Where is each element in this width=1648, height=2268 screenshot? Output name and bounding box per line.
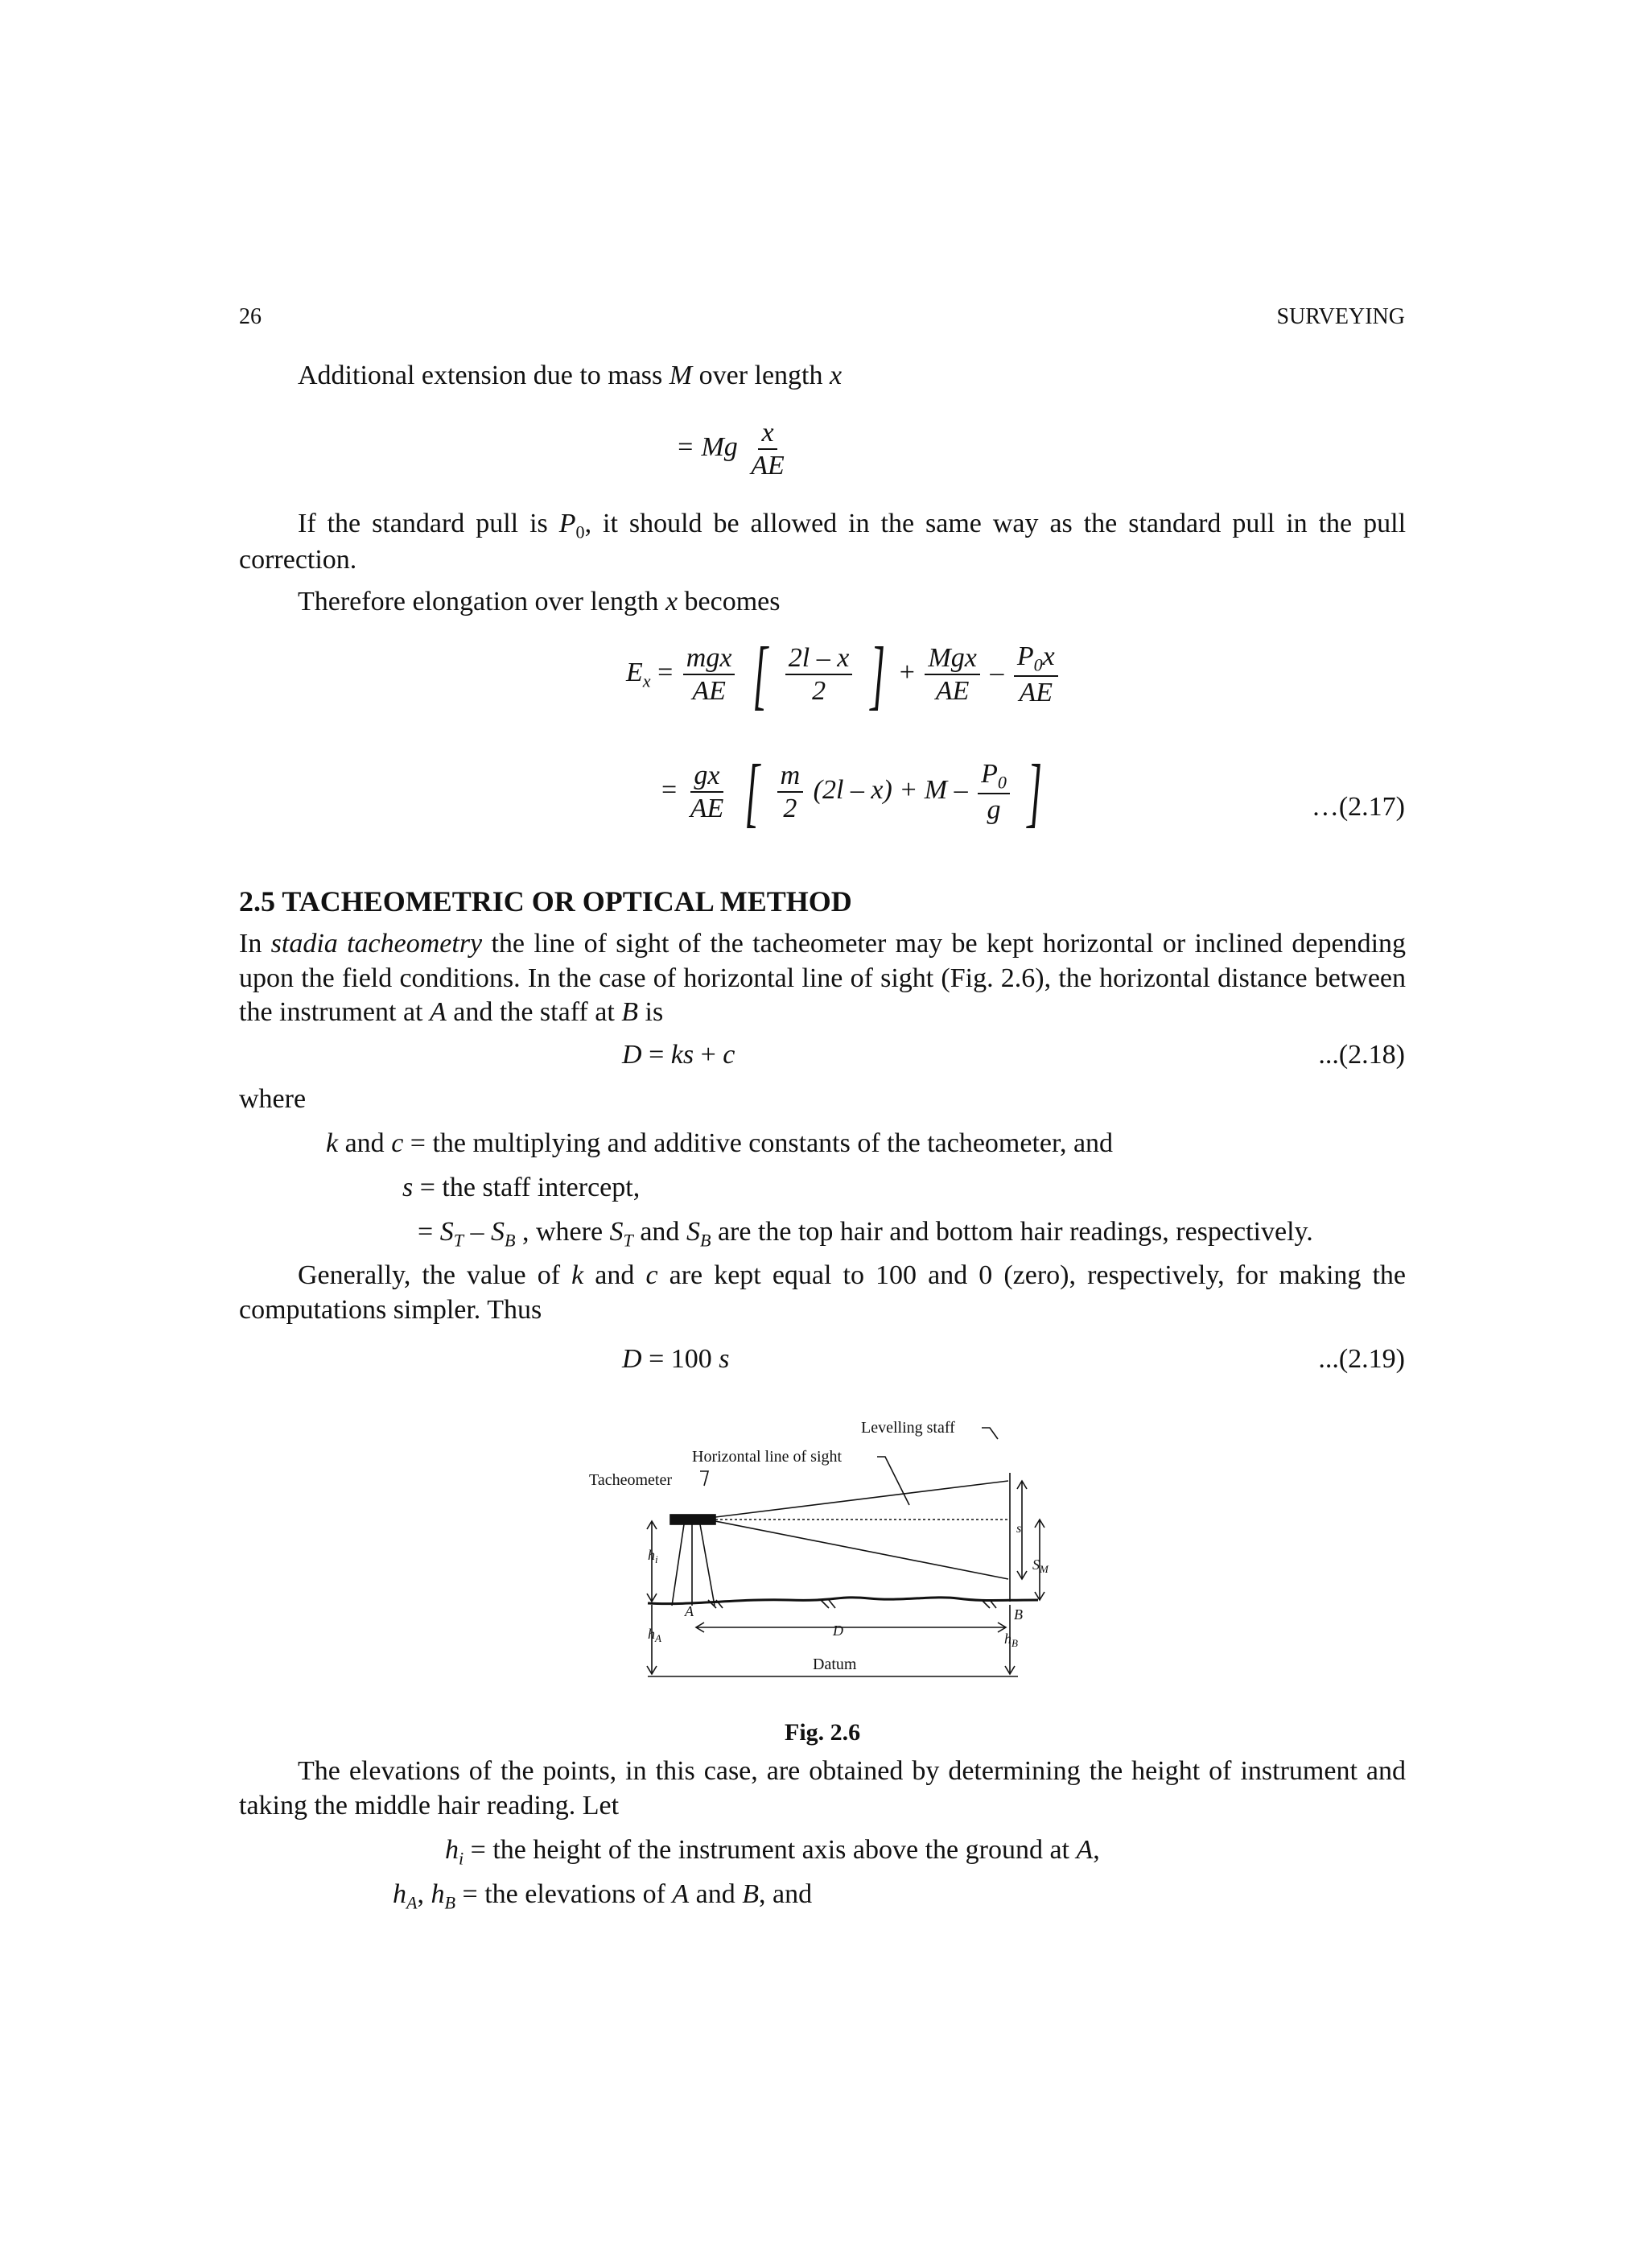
right-bracket: ]: [870, 631, 885, 717]
equation-2-19: D = 100 s: [622, 1344, 730, 1374]
horizontal-line-label: Horizontal line of sight: [692, 1448, 843, 1466]
left-bracket: [: [752, 631, 768, 717]
paragraph-additional-extension: Additional extension due to mass M over length x: [298, 361, 843, 390]
d-label: D: [833, 1623, 843, 1639]
hb-label: $h_B$: [1004, 1631, 1018, 1649]
figure-tacheometry-diagram: [579, 1408, 1078, 1698]
bottom-sight-line: [715, 1521, 1008, 1579]
paragraph-generally: Generally, the value of k and c are kept equal to 100 and 0 (zero), respectively, for making the computations simpler. Thus: [239, 1260, 1407, 1325]
left-bracket: [: [744, 748, 760, 835]
levelling-staff-label: Levelling staff: [861, 1419, 955, 1437]
equation-label-2-18: ...(2.18): [1318, 1040, 1405, 1070]
definition-ha-hb: $h_A$, $h_B$ = the elevations of A and B, and: [393, 1879, 813, 1913]
sm-label: $S_M$: [1032, 1557, 1049, 1575]
b-label: B: [1014, 1606, 1023, 1623]
paragraph-stadia-tacheometry: In stadia tacheometry the line of sight of the tacheometer may be kept horizontal or inclined depending upon the field conditions. In the case of horizontal line of sight (Fig. 2.6), the horizontal distance between the instrument at A and the staff at B is: [239, 929, 1407, 1027]
ground-hatch-mid: [821, 1600, 835, 1608]
definition-hi: $h_i$ = the height of the instrument axis above the ground at A,: [445, 1835, 1100, 1869]
sight-leader: [877, 1457, 909, 1505]
equation-label-2-19: ...(2.19): [1318, 1344, 1405, 1374]
paragraph-elevations: The elevations of the points, in this case, are obtained by determining the height of instrument and taking the middle hair reading. Let: [239, 1756, 1406, 1821]
tacheometer-leader: [700, 1471, 708, 1486]
figure-caption: Fig. 2.6: [785, 1719, 861, 1746]
tacheometer-body: [670, 1515, 715, 1524]
equation-mg-x-over-ae: = Mg $\frac{x}{AE}$: [676, 418, 785, 481]
equation-2-18: D = ks + c: [622, 1040, 735, 1070]
definition-st-sb: = $S_T - S_B$ , where $S_T$ and $S_B$ are the top hair and bottom hair readings, respectively.: [418, 1217, 1313, 1251]
datum-label: Datum: [813, 1656, 857, 1673]
ground-line: [648, 1598, 1038, 1604]
page-number: 26: [239, 304, 262, 329]
staff-leader: [982, 1428, 998, 1439]
ha-label: $h_A$: [648, 1626, 661, 1644]
tripod-leg: [672, 1524, 684, 1606]
equation-2-17: = $\frac{gx}{AE}$ [ $\frac{m}{2}$ (2l – x) + M – $\frac{P_0}{g}$ ]: [661, 748, 1043, 835]
paragraph-therefore-elongation: Therefore elongation over length x becomes: [298, 587, 781, 616]
running-title: SURVEYING: [1276, 304, 1405, 329]
hi-label: $h_i$: [648, 1547, 658, 1565]
definition-s: s = the staff intercept,: [402, 1173, 641, 1202]
where-label: where: [239, 1084, 307, 1114]
section-heading: 2.5 TACHEOMETRIC OR OPTICAL METHOD: [239, 885, 852, 918]
top-sight-line: [715, 1481, 1008, 1517]
definition-k-and-c: k and c = the multiplying and additive constants of the tacheometer, and: [326, 1128, 1114, 1158]
tripod-leg: [700, 1524, 715, 1606]
equation-elongation-ex: $E_x$ = $\frac{\text{mgx}}{AE}$ [ $\frac{2l - x}{2}$ ] + $\frac{\text{Mgx}}{AE}$ – $\frac{P_0x}{AE}$: [626, 636, 1061, 713]
right-bracket: ]: [1027, 748, 1043, 835]
s-label: s: [1016, 1522, 1022, 1536]
equation-label-2-17: …(2.17): [1311, 792, 1405, 822]
a-label: A: [685, 1603, 694, 1619]
tacheometer-label: Tacheometer: [589, 1471, 672, 1489]
paragraph-standard-pull: If the standard pull is $P_0$, it should be allowed in the same way as the standard pull in the pull correction.: [239, 509, 1407, 575]
